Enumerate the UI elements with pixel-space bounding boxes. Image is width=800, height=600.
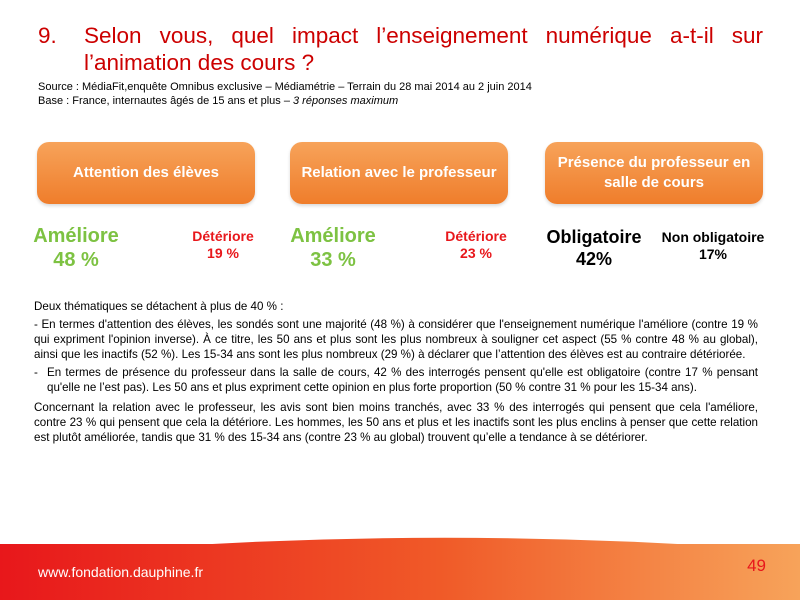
stat-label: Améliore <box>33 225 119 247</box>
stat-value: 48 % <box>53 249 99 271</box>
stat-label: Non obligatoire <box>661 229 765 245</box>
stat-attention-negative <box>180 228 266 262</box>
stat-value: 42% <box>575 249 613 269</box>
stat-label: Détériore <box>192 228 254 244</box>
category-pill-attention: Attention des élèves <box>37 142 255 204</box>
category-pill-presence: Présence du professeur en salle de cours <box>545 142 763 204</box>
page-number: 49 <box>747 556 766 575</box>
stat-relation-positive <box>287 224 379 272</box>
stat-value: 23 % <box>460 245 492 261</box>
footer-url[interactable]: www.fondation.dauphine.fr <box>38 564 203 580</box>
slide-title <box>38 22 763 76</box>
category-pill-relation: Relation avec le professeur <box>290 142 508 204</box>
stat-presence-positive <box>540 226 648 270</box>
stat-label: Détériore <box>445 228 507 244</box>
source-block <box>38 80 532 108</box>
analysis-intro: Deux thématiques se détachent à plus de 40 % : <box>34 300 284 313</box>
stat-value: 17% <box>698 246 728 262</box>
source-line: Source : MédiaFit,enquête Omnibus exclusive – Médiamétrie – Terrain du 28 mai 2014 au 2 juin 2014 <box>38 81 532 93</box>
stat-relation-negative <box>433 228 519 262</box>
analysis-para-attention: - En termes d'attention des élèves, les sondés sont une majorité (48 %) à considérer que l'enseignement numérique l'améliore (contre 19 % qui expriment l'opinion inverse). À ce titre, les 50 ans et plus sont les plus nombreux à souligner cet aspect (55 % contre 48 % au global), ainsi que les inactifs (52 %). Les 15-34 ans sont les plus nombreux (29 %) à déclarer que l’attention des élèves est au contraire détériorée. <box>34 318 758 361</box>
analysis-text <box>34 299 758 448</box>
question-text: Selon vous, quel impact l’enseignement numérique a-t-il sur l’animation des cours ? <box>84 23 763 75</box>
question-number: 9. <box>38 23 57 48</box>
analysis-para-relation: Concernant la relation avec le professeur, les avis sont bien moins tranchés, avec 33 % des interrogés qui pensent que cela l'améliore, contre 23 % qui pensent que cela la détériore. Les hommes, les 50 ans et plus et les inactifs sont les plus enclins à penser que cette relation est plutôt améliorée, tandis que 31 % des 15-34 ans (contre 23 % au global) trouvent qu’elle a tendance à se détériorer. <box>34 401 758 444</box>
stat-label: Améliore <box>290 225 376 247</box>
base-italic: 3 réponses maximum <box>293 95 399 107</box>
analysis-para-presence: - En termes de présence du professeur dans la salle de cours, 42 % des interrogés pensent qu'elle est obligatoire (contre 17 % pensant qu'elle ne l’est pas). Les 50 ans et plus expriment cette opinion en plus forte proportion (50 % contre 31 % pour les 15-34 ans). <box>34 366 758 394</box>
stat-value: 19 % <box>207 245 239 261</box>
stat-attention-positive <box>30 224 122 272</box>
bullet-dash: - <box>34 366 38 379</box>
stat-presence-negative <box>650 229 776 263</box>
stat-label: Obligatoire <box>546 227 642 247</box>
base-line: Base : France, internautes âgés de 15 ans et plus – 3 réponses maximum <box>38 95 399 107</box>
stat-value: 33 % <box>310 249 356 271</box>
